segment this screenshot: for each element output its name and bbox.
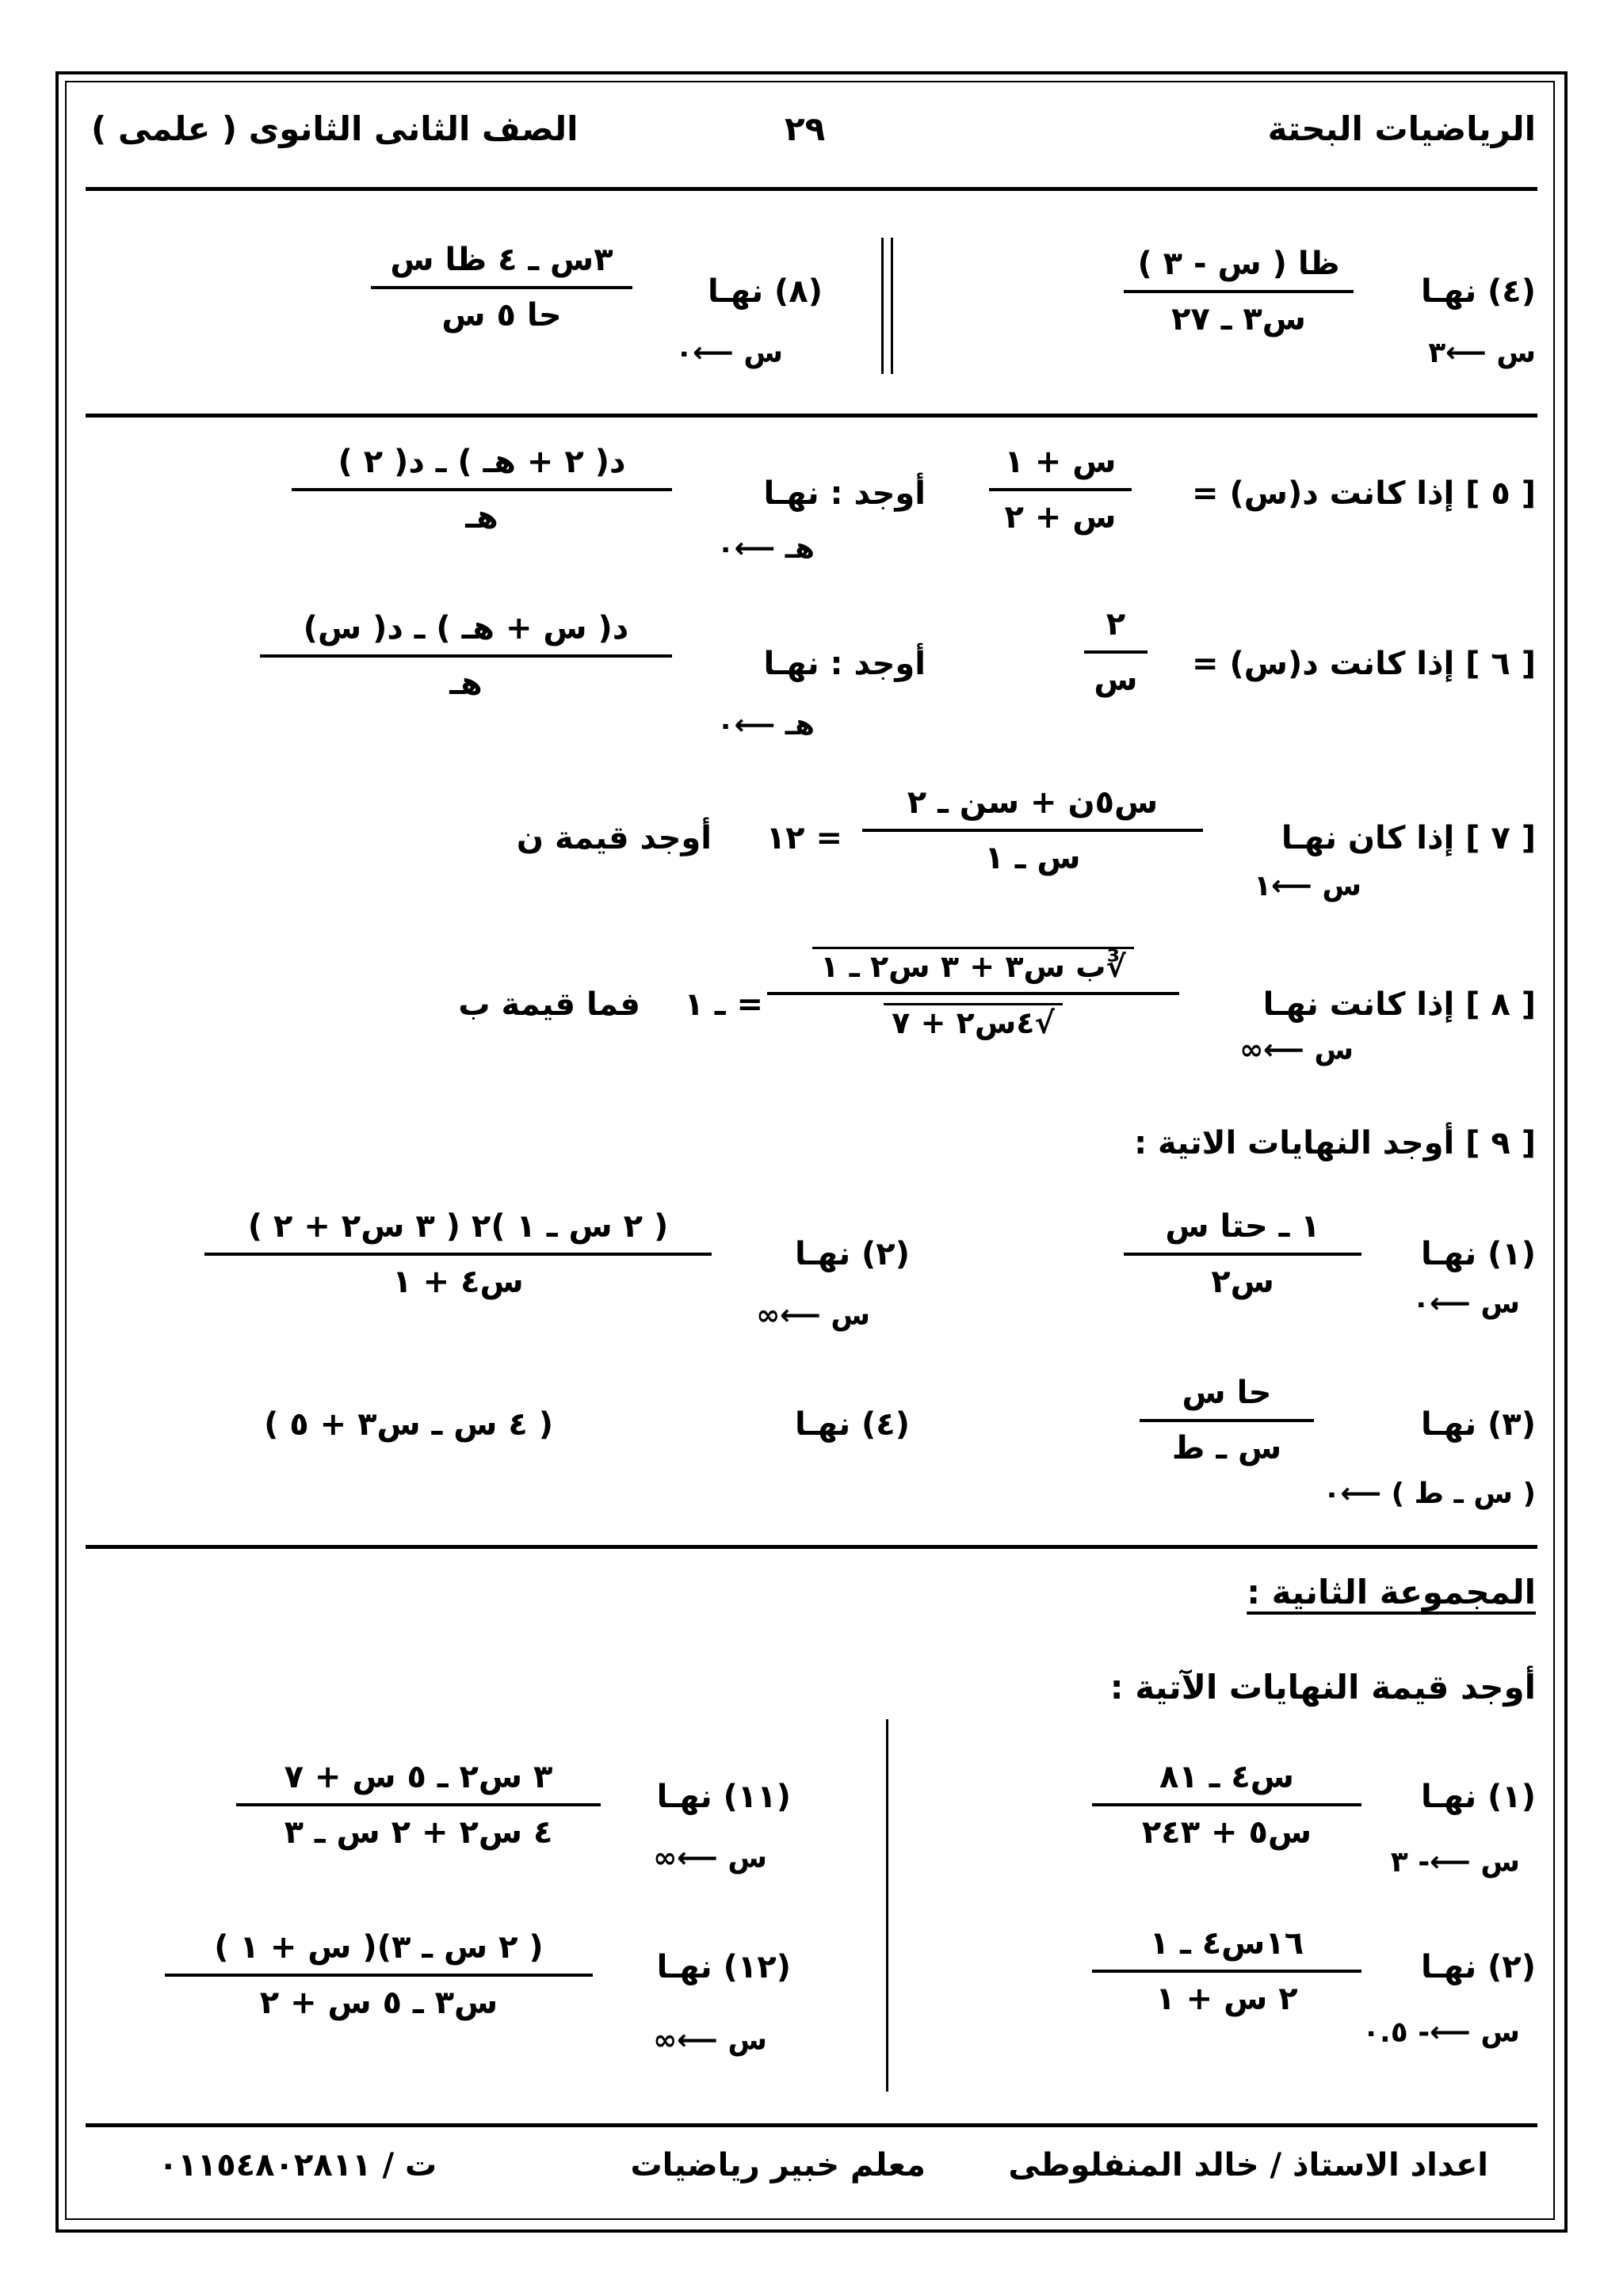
p9-item1-approach: س ⟵٠ [1412,1287,1520,1320]
fraction-bar [260,654,672,658]
fraction-bar [1084,650,1148,654]
g2-item1-fraction [1092,1759,1361,1851]
p5-prefix: [ ٥ ] إذا كانت د(س) = [1192,475,1536,512]
q4-numerator: ظا ( س - ٣ ) [1137,246,1340,282]
g2-item1-approach: س ⟵- ٣ [1390,1846,1520,1878]
p8-denominator [884,1003,1063,1040]
q4-approach: س ⟵٣ [1428,337,1536,369]
footer-role: معلم خبير رياضيات [630,2147,926,2183]
g2-item12-fraction [165,1929,593,2021]
g2-item2-numerator: ١٦س٤ ـ ١ [1149,1925,1304,1962]
p6-function [1084,606,1148,698]
g2-item12-denominator: س٣ ـ ٥ س + ٢ [259,1985,498,2021]
p7-suffix: أوجد قيمة ن [516,820,712,856]
p9-item3-denominator: س ـ ط [1171,1430,1282,1466]
q4-fraction [1124,246,1354,338]
q4-label: (٤) نهـا [1420,273,1536,310]
g2-item12-label: (١٢) نهـا [656,1949,791,1985]
fraction-bar [1124,290,1354,293]
fraction-bar [165,1974,593,1977]
g2-item2-fraction [1092,1925,1361,2017]
column-separator [891,238,893,374]
p8-suffix: فما قيمة ب [458,986,640,1023]
p6-approach: هـ ⟵٠ [716,709,815,742]
g2-item2-denominator: ٢ س + ١ [1155,1981,1298,2017]
g2-item12-numerator: ( ٢ س ـ ٣)( س + ١ ) [214,1929,544,1966]
fraction-bar [989,488,1132,491]
p9-item3-numerator: حا س [1182,1375,1272,1411]
grade-title: الصف الثانى الثانوى ( علمى ) [91,109,579,148]
p7-denominator: س ـ ١ [984,840,1081,876]
fraction-bar [371,286,632,289]
divider [86,414,1537,418]
fraction-bar [1124,1253,1361,1256]
g2-item12-approach: س ⟵∞ [653,2024,767,2057]
p9-item1-fraction [1124,1208,1361,1300]
footer-phone: ت / ٠١١٥٤٨٠٢٨١١ [158,2147,437,2183]
g2-item11-fraction [236,1759,601,1851]
fraction-bar [236,1803,601,1806]
g2-item1-numerator: س٤ ـ ٨١ [1159,1759,1294,1795]
q4-denominator: س٣ ـ ٢٧ [1171,301,1306,338]
fraction-bar [1092,1803,1361,1806]
fraction-bar [1140,1419,1314,1422]
page-number: ٢٩ [785,109,826,148]
p9-item2-label: (٢) نهـا [794,1236,910,1272]
square-root: √٤س٢ + ٧ [884,1003,1063,1040]
fraction-bar [862,829,1203,832]
footer-author: اعداد الاستاذ / خالد المنفلوطى [1008,2147,1488,2183]
p6-numerator: د( س + هـ ) ـ د( س) [303,610,629,646]
p6-f-denominator: س [1094,662,1138,698]
divider [86,1545,1537,1549]
q8-denominator: حا ٥ س [441,297,562,334]
divider [86,187,1537,191]
p5-find: أوجد : نهـا [763,475,926,512]
q8-fraction [371,242,632,334]
q8-approach: س ⟵٠ [675,337,783,369]
p5-f-numerator: س + ١ [1004,444,1117,480]
g2-item11-denominator: ٤ س٢ + ٢ س ـ ٣ [284,1814,553,1851]
p9-item1-numerator: ١ ـ حتا س [1165,1208,1320,1245]
g2-item11-label: (١١) نهـا [656,1779,791,1815]
cube-root: ∛ب س٣ + ٣ س٢ ـ ١ [812,947,1133,984]
column-separator [881,238,884,374]
p6-fraction [260,610,672,702]
p9-item1-denominator: س٢ [1211,1264,1274,1300]
p9-item2-approach: س ⟵∞ [756,1299,870,1332]
g2-item1-label: (١) نهـا [1420,1779,1536,1815]
p8-approach: س ⟵∞ [1239,1034,1354,1066]
p9-item4-label: (٤) نهـا [794,1406,910,1443]
column-separator [886,1719,888,2092]
p5-function [989,444,1132,536]
q8-label: (٨) نهـا [707,273,823,310]
p8-fraction [767,947,1179,1040]
p5-denominator: هـ [465,499,498,536]
p8-equals: = ـ ١ [684,986,763,1023]
p5-fraction [292,444,672,536]
g2-item2-approach: س ⟵- ٠.٥ [1362,2016,1520,2049]
p9-item2-denominator: س٤ + ١ [392,1264,524,1300]
p9-item2-fraction [204,1208,712,1300]
p7-prefix: [ ٧ ] إذا كان نهـا [1281,820,1536,856]
p9-title: [ ٩ ] أوجد النهايات الاتية : [1134,1125,1536,1161]
p7-equals: = ١٢ [766,820,842,856]
group2-title: المجموعة الثانية : [1247,1573,1536,1611]
q8-numerator: ٣س ـ ٤ ظا س [390,242,613,278]
p6-denominator: هـ [449,666,483,702]
p8-numerator [812,947,1133,984]
p9-item4-expression: ( ٤ س ـ س٣ + ٥ ) [264,1406,553,1443]
g2-item11-approach: س ⟵∞ [653,1842,767,1875]
subject-title: الرياضيات البحتة [1267,109,1536,148]
p6-f-numerator: ٢ [1106,606,1126,643]
p9-item3-approach: ( س ـ ط ) ⟵٠ [1323,1478,1536,1510]
p5-numerator: د( ٢ + هـ ) ـ د( ٢ ) [338,444,626,480]
p5-f-denominator: س + ٢ [1004,499,1117,536]
g2-item11-numerator: ٣ س٢ ـ ٥ س + ٧ [284,1759,553,1795]
p6-prefix: [ ٦ ] إذا كانت د(س) = [1192,646,1536,682]
p5-approach: هـ ⟵٠ [716,532,815,565]
p9-item2-numerator: ( ٢ س ـ ١ )٢ ( ٣ س٢ + ٢ ) [247,1208,669,1245]
p7-approach: س ⟵١ [1254,870,1361,902]
p9-item1-label: (١) نهـا [1420,1236,1536,1272]
p7-numerator: س٥ن + سن ـ ٢ [907,784,1159,821]
group2-subtitle: أوجد قيمة النهايات الآتية : [1109,1668,1536,1707]
g2-item2-label: (٢) نهـا [1420,1949,1536,1985]
p8-prefix: [ ٨ ] إذا كانت نهـا [1262,986,1536,1023]
g2-item1-denominator: س٥ + ٢٤٣ [1141,1814,1312,1851]
p9-item3-label: (٣) نهـا [1420,1406,1536,1443]
fraction-bar [204,1253,712,1256]
fraction-bar [1092,1970,1361,1973]
p7-fraction [862,784,1203,876]
p6-find: أوجد : نهـا [763,646,926,682]
fraction-bar [767,992,1179,995]
p9-item3-fraction [1140,1375,1314,1466]
fraction-bar [292,488,672,491]
divider [86,2123,1537,2127]
